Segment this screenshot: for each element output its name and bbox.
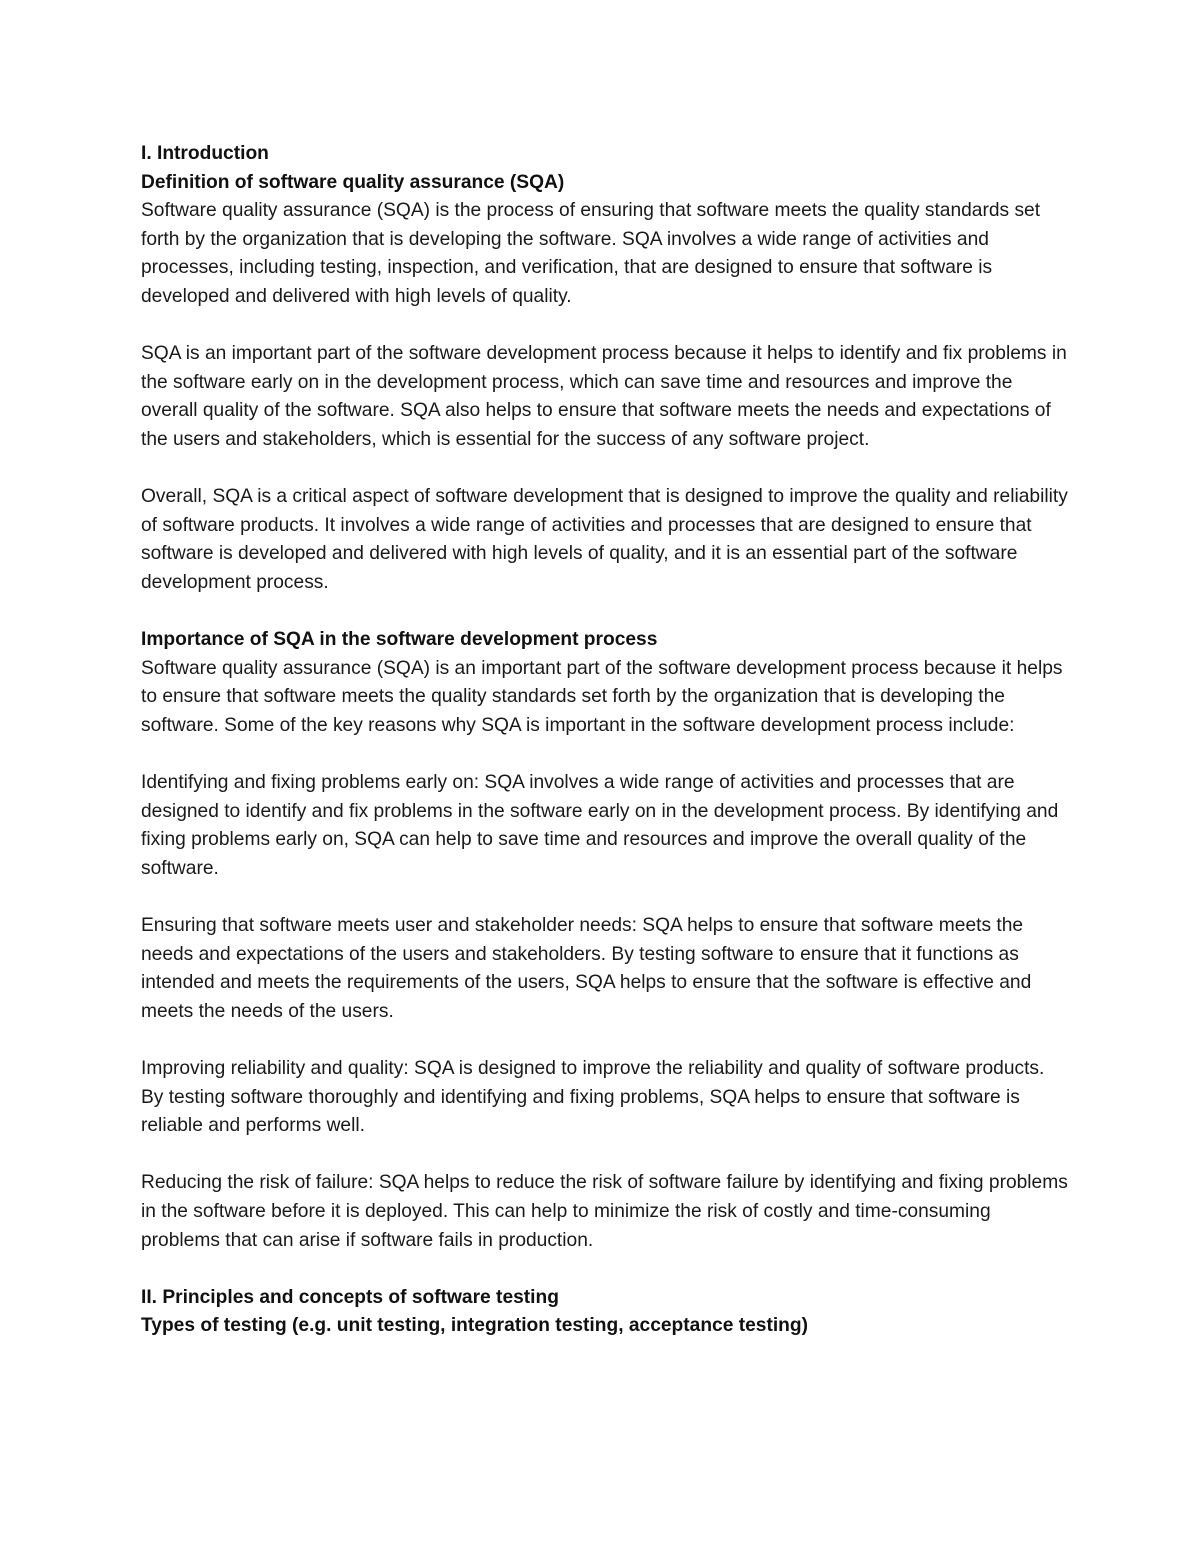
- subheading-types-of-testing: Types of testing (e.g. unit testing, integration testing, acceptance testing): [141, 1315, 809, 1337]
- paragraph-risk-reduction: Reducing the risk of failure: SQA helps to reduce the risk of software failure by identifying and fixing problems in the software before it is deployed. This can help to minimize the risk of costly and time-consuming problems that can arise if software fails in production.: [141, 1172, 1068, 1251]
- paragraph-spacer: [141, 1255, 1071, 1284]
- document-body: [141, 140, 1071, 1341]
- section-heading-introduction: I. Introduction: [141, 143, 269, 164]
- paragraph-definition: Software quality assurance (SQA) is the process of ensuring that software meets the quality standards set forth by the organization that is developing the software. SQA involves a wide range of activities and processes, including testing, inspection, and verification, that are designed to ensure that software is developed and delivered with high levels of quality.: [141, 200, 1041, 307]
- paragraph-spacer: [141, 883, 1071, 912]
- paragraph-user-needs: Ensuring that software meets user and stakeholder needs: SQA helps to ensure that software meets the needs and expectations of the users and stakeholders. By testing software to ensure that it functions as intended and meets the requirements of the users, SQA helps to ensure that the software is effective and meets the needs of the users.: [141, 915, 1032, 1022]
- paragraph-spacer: [141, 1141, 1071, 1170]
- paragraph-spacer: [141, 1026, 1071, 1055]
- paragraph-spacer: [141, 312, 1071, 341]
- paragraph-reliability: Improving reliability and quality: SQA is designed to improve the reliability and quality of software products. By testing software thoroughly and identifying and fixing problems, SQA helps to ensure that software is reliable and performs well.: [141, 1058, 1045, 1137]
- paragraph-spacer: [141, 740, 1071, 769]
- subheading-importance-sqa: Importance of SQA in the software development process: [141, 629, 658, 651]
- paragraph-overall: Overall, SQA is a critical aspect of software development that is designed to improve the quality and reliability of software products. It involves a wide range of activities and processes that are designed to ensure that software is developed and delivered with high levels of quality, and it is an essential part of the software development process.: [141, 486, 1068, 593]
- subheading-definition-sqa: Definition of software quality assurance (SQA): [141, 171, 565, 193]
- paragraph-importance-intro: Software quality assurance (SQA) is an important part of the software development process because it helps to ensure that software meets the quality standards set forth by the organization that is developing the software. Some of the key reasons why SQA is important in the software development process include:: [141, 657, 1063, 736]
- section-heading-testing-principles: II. Principles and concepts of software testing: [141, 1286, 559, 1308]
- paragraph-identifying-problems: Identifying and fixing problems early on: SQA involves a wide range of activities and processes that are designed to identify and fix problems in the software early on in the development process. By identifying and fixing problems early on, SQA can help to save time and resources and improve the overall quality of the software.: [141, 772, 1059, 879]
- paragraph-spacer: [141, 598, 1071, 627]
- paragraph-spacer: [141, 455, 1071, 484]
- paragraph-importance-overview: SQA is an important part of the software development process because it helps to identify and fix problems in the software early on in the development process, which can save time and resources and improve the overall quality of the software. SQA also helps to ensure that software meets the needs and expectations of the users and stakeholders, which is essential for the success of any software project.: [141, 343, 1067, 450]
